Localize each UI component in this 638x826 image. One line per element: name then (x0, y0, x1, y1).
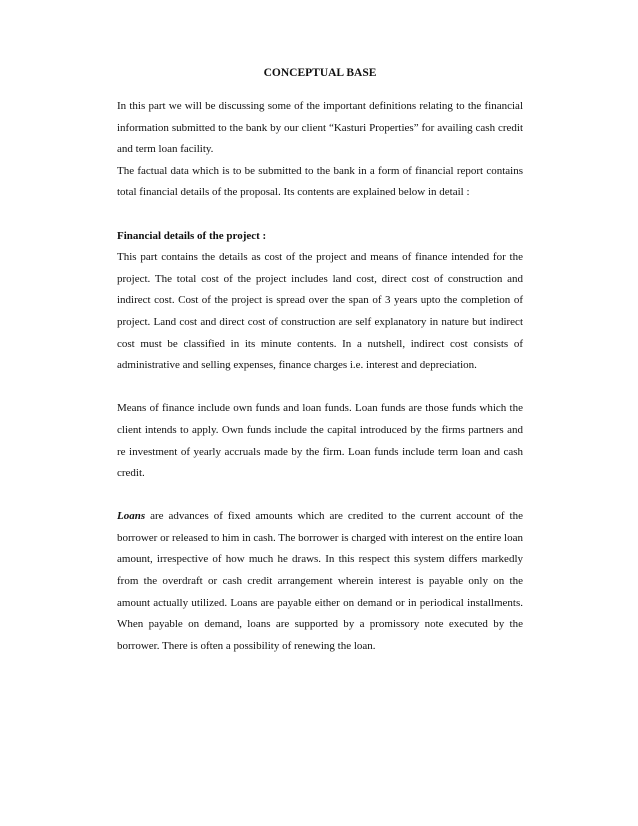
section-paragraph-2: Means of finance include own funds and loan funds. Loan funds are those funds which the client intends to apply. Own funds include the capital introduced by the firms partners and re investment of yearly accruals made by the firm. Loan funds include term loan and cash credit. (117, 402, 523, 480)
intro-paragraph-1: In this part we will be discussing some of the important definitions relating to the financial information submitted to the bank by our client “Kasturi Properties” for availing cash credit and term loan facility. (117, 100, 523, 156)
spacer (117, 204, 523, 226)
document-body (117, 64, 523, 657)
loans-term: Loans (117, 510, 146, 523)
loans-paragraph (117, 506, 523, 657)
spacer (117, 485, 523, 507)
page-title: CONCEPTUAL BASE (263, 67, 377, 79)
intro-paragraph-2: The factual data which is to be submitted to the bank in a form of financial report contains total financial details of the proposal. Its contents are explained below in detail : (117, 164, 523, 199)
section-paragraph-1: This part contains the details as cost of the project and means of finance intended for the project. The total cost of the project includes land cost, direct cost of construction and indirect cost. Cost of the project is spread over the span of 3 years upto the completion of project. Land cost and direct cost of construction are self explanatory in nature but indirect cost must be classified in its minute contents. In a nutshell, indirect cost consists of administrative and selling expenses, finance charges i.e. interest and depreciation. (117, 251, 523, 372)
spacer (117, 377, 523, 399)
section-heading: Financial details of the project : (117, 229, 267, 242)
loans-paragraph-text: are advances of fixed amounts which are credited to the current account of the borrower or released to him in cash. The borrower is charged with interest on the entire loan amount, irrespective of how much he draws. In this respect this system differs markedly from the overdraft or cash credit arrangement wherein interest is payable only on the amount actually utilized. Loans are payable either on demand or in periodical installments. When payable on demand, loans are supported by a promissory note executed by the borrower. There is often a possibility of renewing the loan. (117, 510, 523, 652)
